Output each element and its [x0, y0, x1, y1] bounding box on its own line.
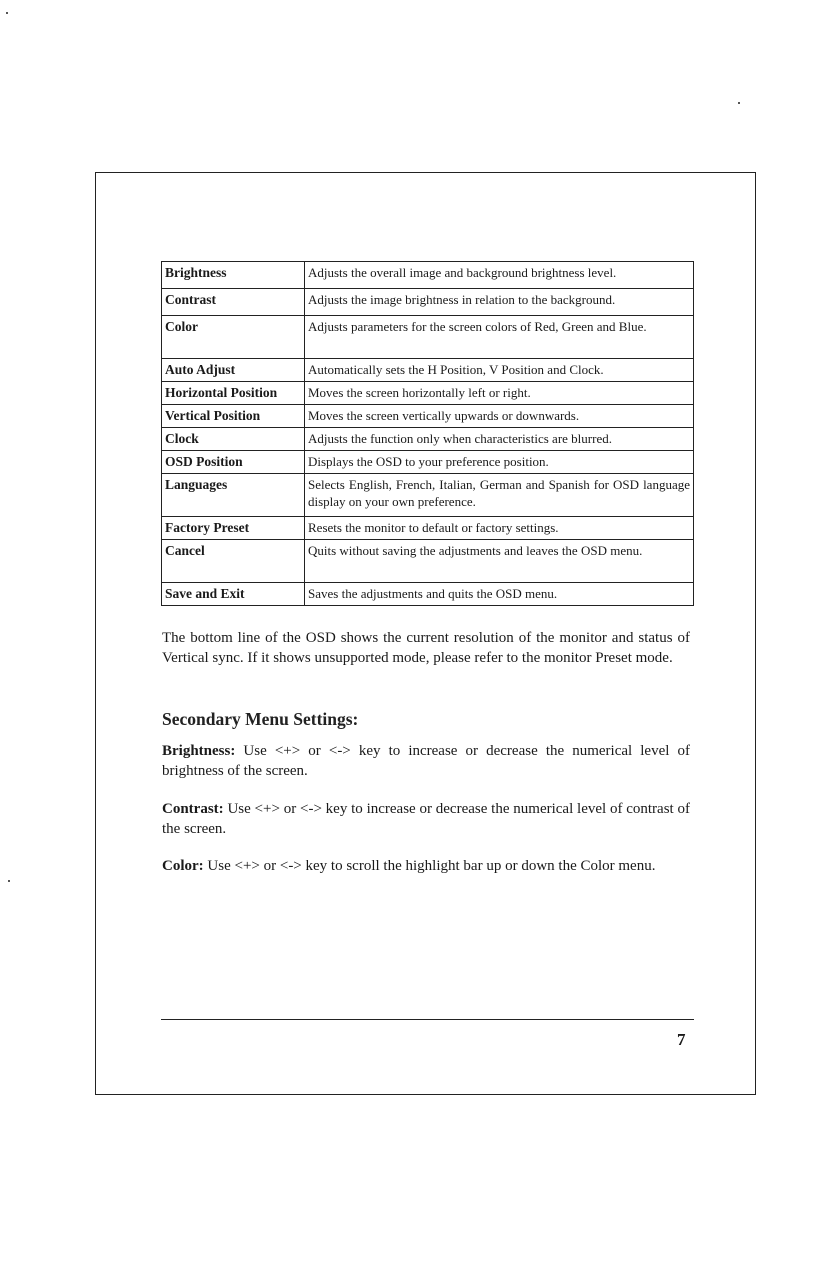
section-heading: Secondary Menu Settings:: [162, 709, 359, 729]
setting-label: Contrast:: [162, 801, 224, 817]
row-description: Quits without saving the adjustments and leaves the OSD menu.: [305, 540, 694, 583]
setting-label: Brightness:: [162, 743, 236, 759]
row-description: Displays the OSD to your preference position.: [305, 451, 694, 474]
row-name: Brightness: [162, 262, 305, 289]
setting-label: Color:: [162, 858, 204, 874]
table-row: [162, 540, 694, 583]
intro-paragraph: The bottom line of the OSD shows the current resolution of the monitor and status of Vertical sync. If it shows unsupported mode, please refer to the monitor Preset mode.: [162, 630, 690, 666]
row-name: Cancel: [162, 540, 305, 583]
scan-speck: [8, 880, 10, 882]
row-name: Factory Preset: [162, 517, 305, 540]
page-number: 7: [677, 1030, 686, 1049]
row-name: Clock: [162, 428, 305, 451]
setting-color: [162, 856, 690, 876]
scan-speck: [6, 12, 8, 14]
row-name: Horizontal Position: [162, 382, 305, 405]
row-description: Moves the screen horizontally left or right.: [305, 382, 694, 405]
setting-text: Use <+> or <-> key to increase or decrease the numerical level of brightness of the screen.: [162, 743, 690, 779]
scan-speck: [738, 102, 740, 104]
row-name: Languages: [162, 474, 305, 517]
table-row: [162, 405, 694, 428]
row-name: Vertical Position: [162, 405, 305, 428]
setting-contrast: [162, 799, 690, 839]
table-row: [162, 316, 694, 359]
setting-text: Use <+> or <-> key to increase or decrease the numerical level of contrast of the screen.: [162, 801, 690, 837]
row-description: Adjusts the image brightness in relation to the background.: [305, 289, 694, 316]
row-name: Save and Exit: [162, 583, 305, 606]
row-description: Selects English, French, Italian, German and Spanish for OSD language display on your own preference.: [305, 474, 694, 517]
row-name: OSD Position: [162, 451, 305, 474]
row-description: Moves the screen vertically upwards or downwards.: [305, 405, 694, 428]
table-row: [162, 583, 694, 606]
table-row: [162, 382, 694, 405]
osd-menu-table: [161, 261, 694, 606]
footer-rule: [161, 1019, 694, 1020]
table-row: [162, 474, 694, 517]
row-description: Adjusts the overall image and background brightness level.: [305, 262, 694, 289]
row-name: Auto Adjust: [162, 359, 305, 382]
row-description: Saves the adjustments and quits the OSD menu.: [305, 583, 694, 606]
setting-text: Use <+> or <-> key to scroll the highlight bar up or down the Color menu.: [203, 858, 656, 874]
table-row: [162, 517, 694, 540]
row-name: Contrast: [162, 289, 305, 316]
table-row: [162, 428, 694, 451]
row-description: Resets the monitor to default or factory settings.: [305, 517, 694, 540]
table-row: [162, 451, 694, 474]
table-row: [162, 262, 694, 289]
table-row: [162, 289, 694, 316]
row-description: Automatically sets the H Position, V Position and Clock.: [305, 359, 694, 382]
row-description: Adjusts parameters for the screen colors of Red, Green and Blue.: [305, 316, 694, 359]
table-row: [162, 359, 694, 382]
setting-brightness: [162, 741, 690, 781]
row-description: Adjusts the function only when characteristics are blurred.: [305, 428, 694, 451]
row-name: Color: [162, 316, 305, 359]
